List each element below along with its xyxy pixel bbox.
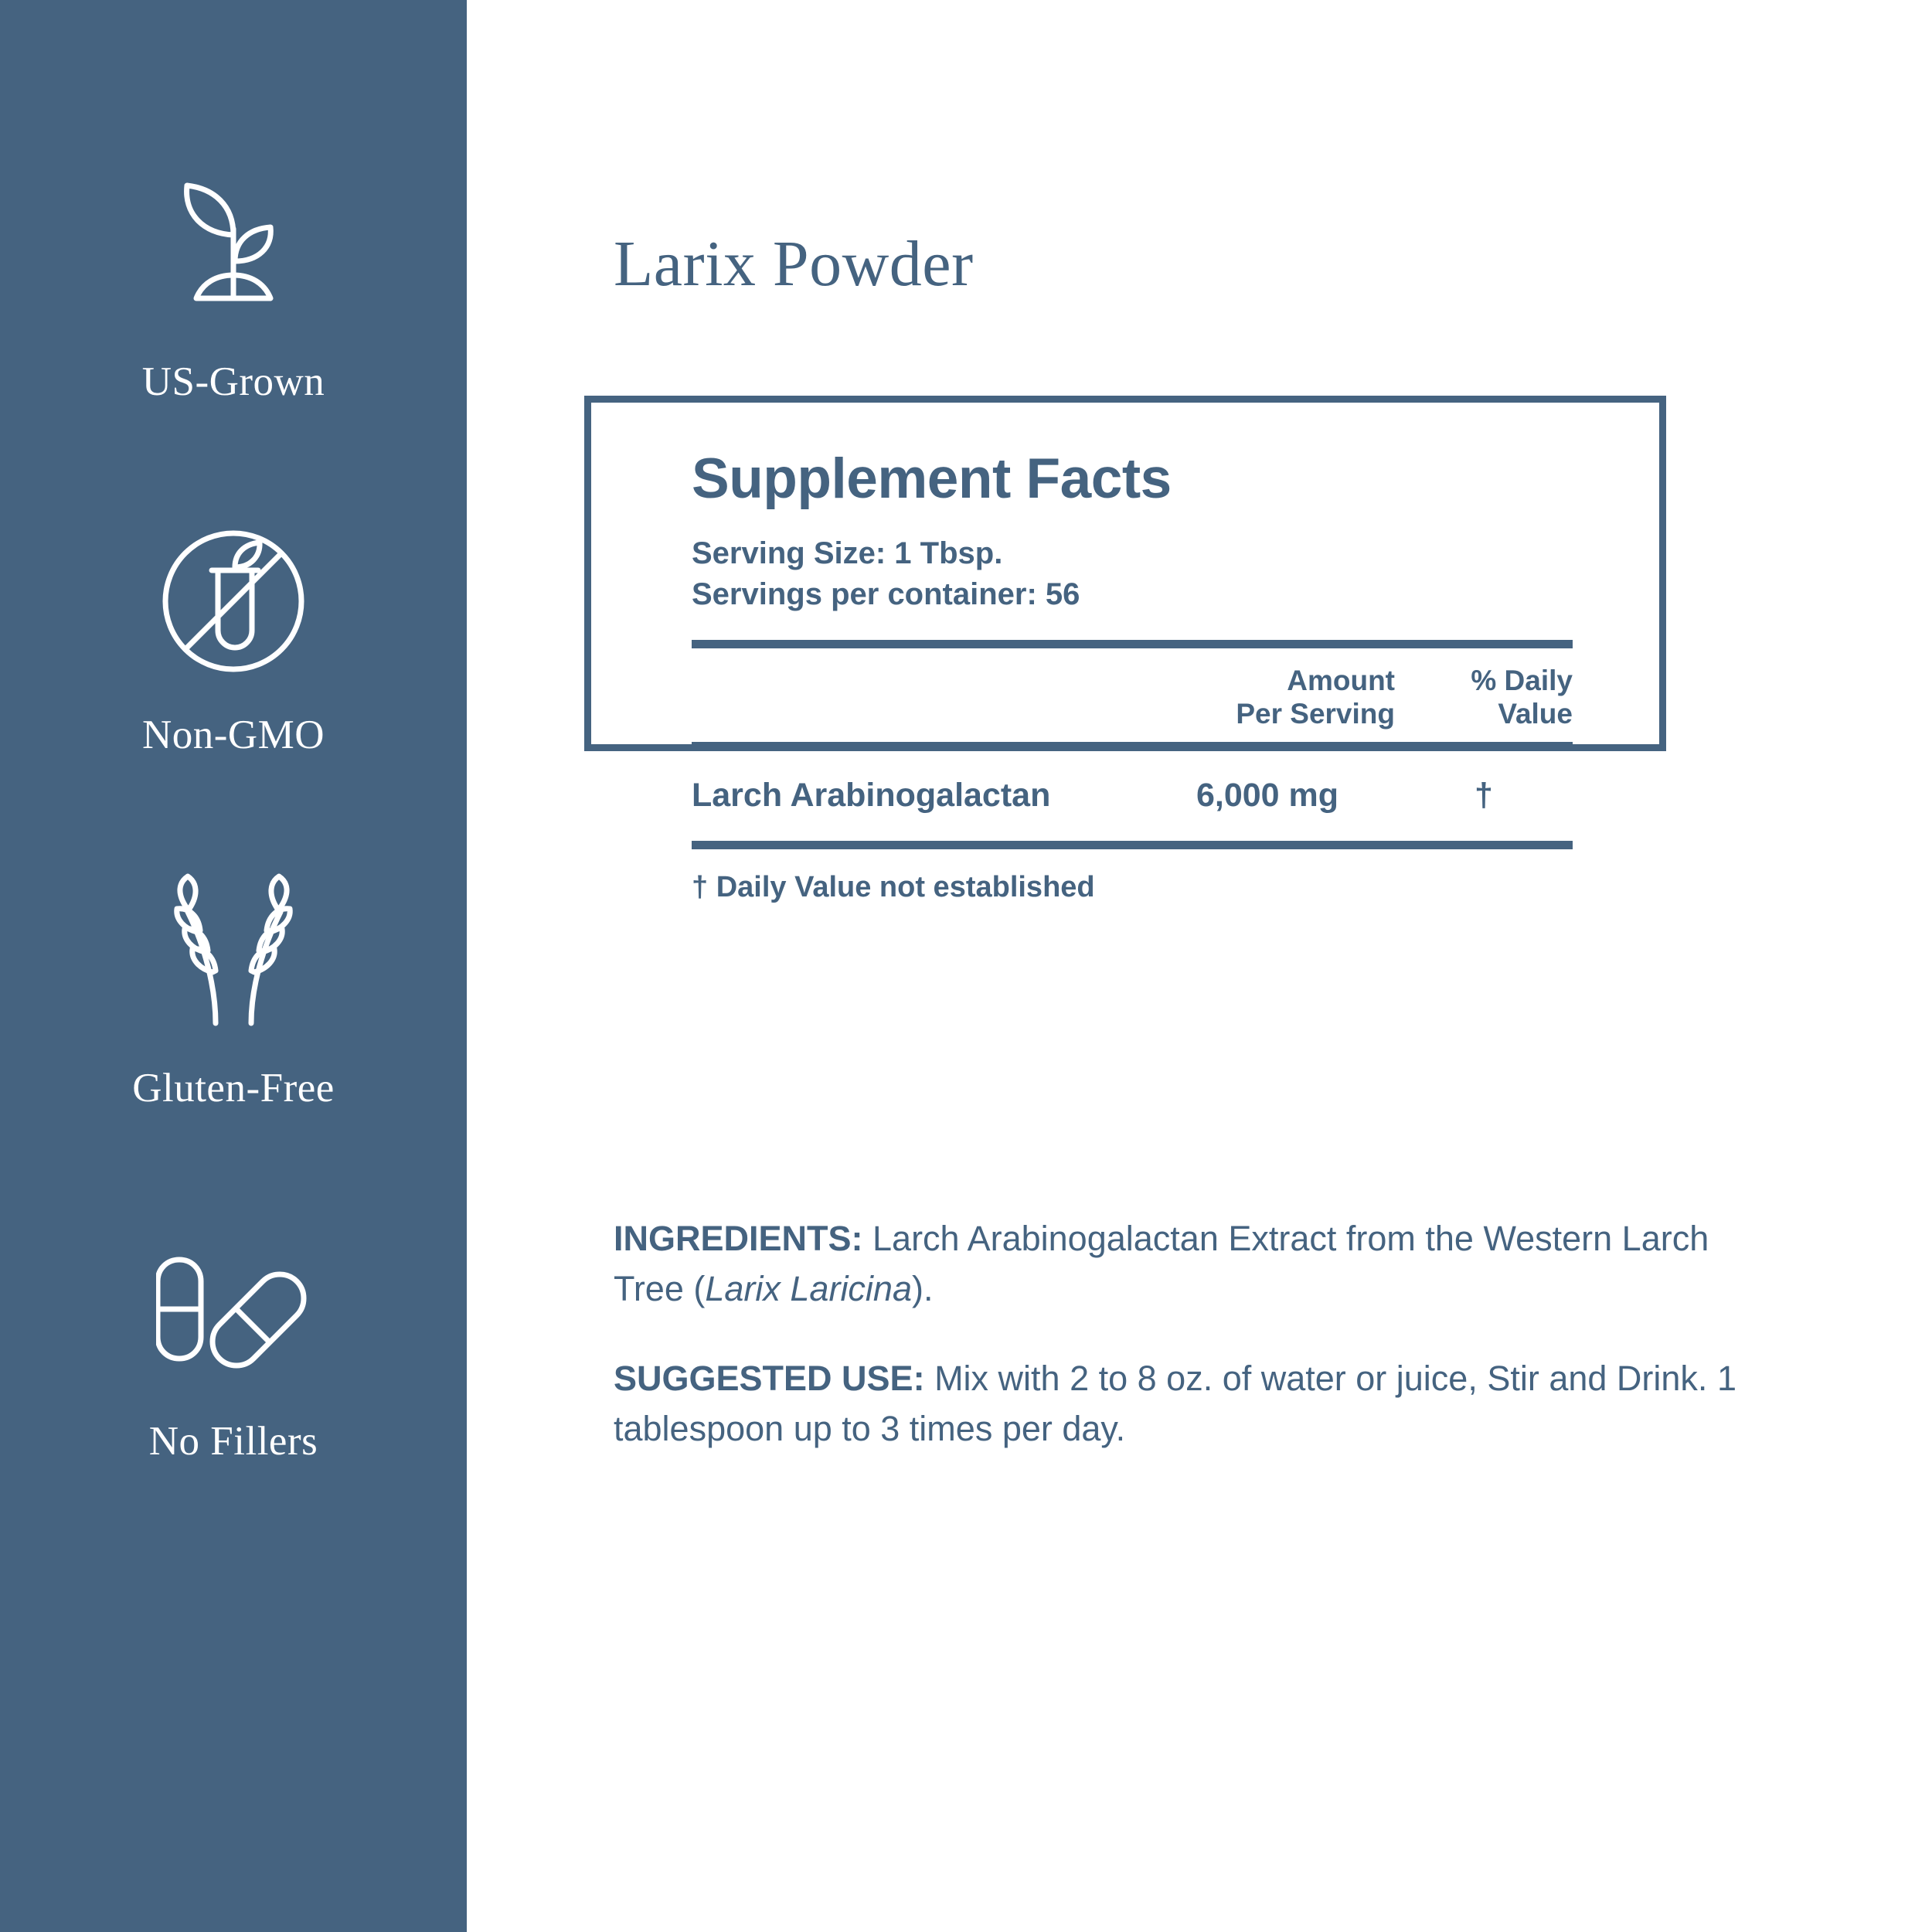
servings-per-container: Servings per container: 56 <box>692 577 1080 611</box>
ingredients-botanical-name: Larix Laricina <box>705 1269 912 1309</box>
column-header-amount: Amount Per Serving <box>1236 664 1395 730</box>
table-row <box>692 747 1573 841</box>
suggested-use-label: SUGGESTED USE: <box>614 1358 925 1398</box>
supplement-facts-panel <box>584 396 1666 903</box>
nutrient-amount: 6,000 mg <box>1196 776 1339 814</box>
column-header-daily-value: % Daily Value <box>1471 664 1573 730</box>
ingredients-text-before: Larch Arabinogalactan Extract from the Western Larch Tree ( <box>614 1219 1709 1309</box>
suggested-use-paragraph <box>614 1353 1757 1454</box>
table-bottom-rule <box>692 841 1573 849</box>
badge-label: No Fillers <box>148 1419 318 1464</box>
serving-size: Serving Size: 1 Tbsp. <box>692 536 1003 570</box>
label-body-copy <box>614 1213 1757 1454</box>
table-header-rule <box>692 742 1573 747</box>
serving-info <box>692 533 1597 615</box>
capsules-icon <box>133 1211 334 1404</box>
attributes-sidebar <box>0 0 467 1932</box>
seedling-sprout-icon <box>133 151 334 345</box>
label-main-panel <box>467 0 1932 1932</box>
badge-no-fillers <box>0 1211 467 1462</box>
ingredients-text-after: ). <box>912 1269 934 1309</box>
badge-us-grown <box>0 151 467 403</box>
ingredients-label: INGREDIENTS: <box>614 1219 863 1258</box>
no-gmo-test-tube-icon <box>133 505 334 698</box>
supplement-facts-table <box>692 640 1573 902</box>
table-header-row <box>692 648 1573 742</box>
badge-label: Gluten-Free <box>132 1066 335 1111</box>
table-top-rule <box>692 640 1573 648</box>
suggested-use-text: Mix with 2 to 8 oz. of water or juice, Stir and Drink. 1 tablespoon up to 3 times per day. <box>614 1358 1736 1448</box>
badge-non-gmo <box>0 505 467 756</box>
ingredients-paragraph <box>614 1213 1757 1315</box>
page-title: Larix Powder <box>614 228 974 300</box>
badge-label: Non-GMO <box>141 713 325 757</box>
nutrient-name: Larch Arabinogalactan <box>692 776 1051 814</box>
supplement-facts-heading: Supplement Facts <box>692 447 1172 510</box>
daily-value-footnote: † Daily Value not established <box>692 870 1095 903</box>
badge-gluten-free <box>0 858 467 1109</box>
nutrient-daily-value: † <box>1475 776 1493 814</box>
wheat-stalks-icon <box>133 858 334 1051</box>
badge-label: US-Grown <box>141 359 325 404</box>
